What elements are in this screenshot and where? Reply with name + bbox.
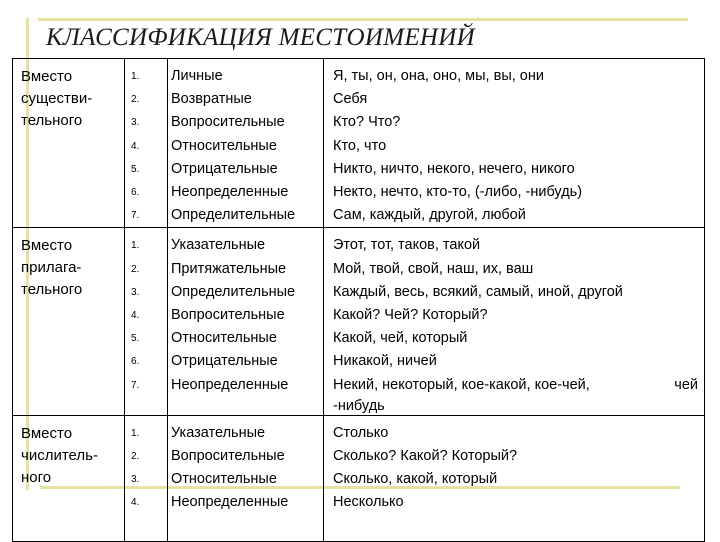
category-line: Вместо — [21, 68, 73, 85]
category-line: тельного — [21, 112, 83, 129]
page-title: КЛАССИФИКАЦИЯ МЕСТОИМЕНИЙ — [46, 24, 475, 51]
item-number: 4. — [131, 140, 140, 152]
pronoun-examples: Какой, чей, который — [333, 330, 468, 347]
type-cell — [168, 59, 324, 228]
category-line: тельного — [21, 281, 83, 299]
item-number: 3. — [131, 286, 140, 298]
number-cell — [125, 415, 168, 541]
pronoun-type: Относительные — [171, 330, 277, 347]
item-number: 1. — [131, 71, 140, 82]
pronoun-examples: Сколько, какой, который — [333, 471, 498, 488]
pronoun-examples: Некий, некоторый, кое-какой, кое-чей, — [333, 376, 590, 393]
category-cell — [13, 59, 125, 228]
category-cell — [13, 228, 125, 415]
pronoun-type: Неопределенные — [171, 494, 289, 511]
item-number: 2. — [131, 263, 140, 275]
decorative-top-line — [38, 18, 688, 21]
pronoun-examples: Себя — [333, 91, 368, 108]
item-number: 3. — [131, 474, 140, 486]
pronoun-examples: Какой? Чей? Который? — [333, 307, 488, 324]
pronoun-examples: Никто, ничто, некого, нечего, никого — [333, 160, 575, 177]
pronoun-examples: Сам, каждый, другой, любой — [333, 207, 526, 224]
table-row-numeral — [13, 415, 705, 541]
item-number: 7. — [131, 379, 140, 391]
example-cell — [324, 228, 705, 415]
category-line: Вместо — [21, 424, 73, 442]
pronoun-type: Притяжательные — [171, 260, 287, 277]
pronoun-examples: Несколько — [333, 494, 404, 511]
pronoun-type: Возвратные — [171, 91, 252, 108]
pronoun-type: Относительные — [171, 471, 277, 488]
item-number: 2. — [131, 94, 140, 106]
pronoun-type: Вопросительные — [171, 448, 285, 465]
pronoun-examples: Каждый, весь, всякий, самый, иной, другой — [333, 283, 623, 300]
item-number: 3. — [131, 117, 140, 129]
type-cell — [168, 228, 324, 415]
pronoun-examples: Этот, тот, таков, такой — [333, 237, 481, 254]
pronoun-examples: Некто, нечто, кто-то, (-либо, -нибудь) — [333, 184, 583, 201]
pronoun-type: Личные — [171, 68, 223, 84]
table-row-noun — [13, 59, 705, 228]
pronoun-examples-tail: чей — [674, 376, 698, 393]
pronoun-examples: Кто, что — [333, 137, 387, 154]
item-number: 1. — [131, 240, 140, 252]
table-row-adjective — [13, 228, 705, 415]
example-cell — [324, 59, 705, 228]
item-number: 5. — [131, 333, 140, 345]
pronoun-classification-table — [12, 58, 705, 542]
pronoun-type: Отрицательные — [171, 160, 278, 177]
item-number: 4. — [131, 310, 140, 322]
category-line: существи- — [21, 90, 93, 107]
pronoun-examples-continuation: -нибудь — [333, 397, 385, 414]
item-number: 6. — [131, 356, 140, 368]
pronoun-type: Определительные — [171, 283, 296, 300]
item-number: 4. — [131, 497, 140, 509]
pronoun-type: Отрицательные — [171, 353, 278, 370]
item-number: 6. — [131, 187, 140, 199]
pronoun-examples: Столько — [333, 424, 389, 441]
pronoun-type: Определительные — [171, 207, 296, 224]
category-line: Вместо — [21, 237, 73, 255]
item-number: 7. — [131, 210, 140, 222]
example-cell — [324, 415, 705, 541]
pronoun-type: Относительные — [171, 137, 277, 154]
category-line: прилага- — [21, 259, 82, 277]
category-line: ного — [21, 468, 52, 486]
item-number: 2. — [131, 451, 140, 463]
pronoun-examples-wrapped — [324, 374, 704, 397]
pronoun-examples: Мой, твой, свой, наш, их, ваш — [333, 260, 534, 277]
pronoun-type: Указательные — [171, 237, 266, 254]
pronoun-examples: Кто? Что? — [333, 114, 401, 131]
pronoun-type: Вопросительные — [171, 114, 285, 131]
item-number: 1. — [131, 427, 140, 439]
pronoun-type: Неопределенные — [171, 184, 289, 201]
pronoun-type: Указательные — [171, 424, 266, 441]
pronoun-type: Неопределенные — [171, 376, 289, 393]
type-cell — [168, 415, 324, 541]
item-number: 5. — [131, 163, 140, 175]
pronoun-examples: Сколько? Какой? Который? — [333, 448, 518, 465]
pronoun-examples: Я, ты, он, она, оно, мы, вы, они — [333, 68, 544, 84]
category-line: числитель- — [21, 446, 98, 464]
number-cell — [125, 228, 168, 415]
category-cell — [13, 415, 125, 541]
pronoun-type: Вопросительные — [171, 307, 285, 324]
number-cell — [125, 59, 168, 228]
pronoun-examples: Никакой, ничей — [333, 353, 437, 370]
